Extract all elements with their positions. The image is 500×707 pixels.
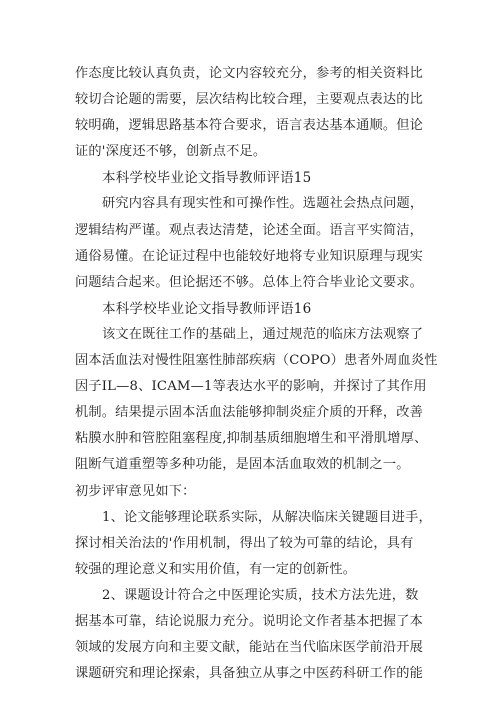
document-body — [75, 61, 438, 687]
paragraph-line: 因子IL—8、ICAM—1等表达水平的影响，并探讨了其作用 — [75, 379, 427, 395]
paragraph-line: 较切合论题的需要，层次结构比较合理，主要观点表达的比 — [75, 92, 424, 108]
paragraph-line: 研究内容具有现实性和可操作性。选题社会热点问题， — [102, 196, 424, 212]
paragraph-line: 固本活血法对慢性阻塞性肺部疾病（COPO）患者外周血炎性 — [75, 353, 438, 369]
section-heading: 本科学校毕业论文指导教师评语16 — [102, 300, 312, 317]
paragraph-line: 较明确，逻辑思路基本符合要求，语言表达基本通顺。但论 — [75, 118, 424, 134]
paragraph-line: 通俗易懂。在论证过程中也能较好地将专业知识原理与现实 — [75, 248, 424, 264]
list-item-line: 据基本可靠，结论说服力充分。说明论文作者基本把握了本 — [75, 613, 424, 629]
paragraph-line: 机制。结果提示固本活血法能够抑制炎症介质的开释，改善 — [75, 405, 424, 421]
paragraph-line: 作态度比较认真负责，论文内容较充分，参考的相关资料比 — [75, 66, 424, 81]
list-item-line: 课题研究和理论探索，具备独立从事之中医药科研工作的能 — [75, 666, 424, 682]
paragraph-line: 问题结合起来。但论据还不够。总体上符合毕业论文要求。 — [75, 274, 424, 290]
paragraph-line: 该文在既往工作的基础上，通过规范的临床方法观察了 — [102, 326, 424, 342]
paragraph-line: 证的'深度还不够，创新点不足。 — [75, 144, 267, 160]
paragraph-line: 阻断气道重塑等多种功能，是固本活血取效的机制之一。 — [75, 457, 410, 473]
paragraph-line: 初步评审意见如下： — [75, 483, 196, 499]
paragraph-line: 逻辑结构严谨。观点表达清楚，论述全面。语言平实简洁， — [75, 222, 424, 238]
list-item-line: 较强的理论意义和实用价值，有一定的创新性。 — [75, 561, 357, 577]
list-item-line: 2、课题设计符合之中医理论实质，技术方法先进，数 — [102, 587, 419, 603]
list-item-line: 探讨相关治法的'作用机制，得出了较为可靠的结论，具有 — [75, 535, 414, 551]
list-item-line: 领域的发展方向和主要文献，能站在当代临床医学前沿开展 — [75, 640, 424, 656]
paragraph-line: 粘膜水肿和管腔阻塞程度,抑制基质细胞增生和平滑肌增厚、 — [75, 431, 428, 447]
list-item-line: 1、论文能够理论联系实际，从解决临床关键题目进手， — [102, 509, 432, 525]
section-heading: 本科学校毕业论文指导教师评语15 — [102, 170, 312, 187]
